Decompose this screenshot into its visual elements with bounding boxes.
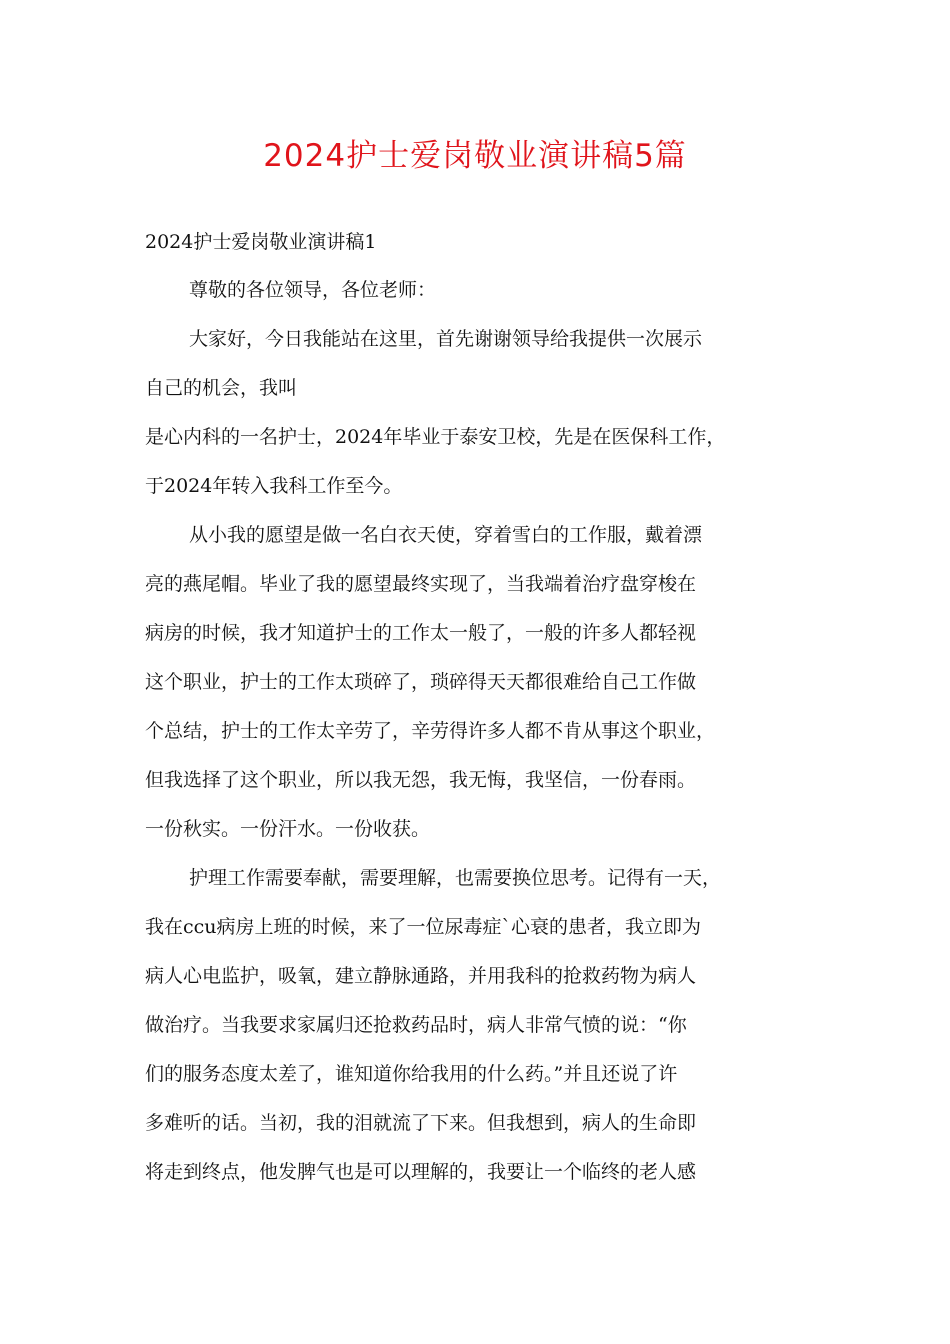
text-line: 是心内科的一名护士，2024年毕业于泰安卫校，先是在医保科工作， (145, 426, 726, 448)
text-line: 护理工作需要奉献，需要理解，也需要换位思考。记得有一天， (189, 867, 722, 889)
text-line: 病人心电监护，吸氧，建立静脉通路，并用我科的抢救药物为病人 (145, 965, 697, 987)
text-line: 多难听的话。当初，我的泪就流了下来。但我想到，病人的生命即 (145, 1112, 697, 1134)
text-line: 一份秋实。一份汗水。一份收获。 (145, 818, 431, 840)
text-line: 们的服务态度太差了，谁知道你给我用的什么药。”并且还说了许 (145, 1063, 678, 1085)
text-line: 将走到终点，他发脾气也是可以理解的，我要让一个临终的老人感 (145, 1161, 697, 1183)
text-line: 从小我的愿望是做一名白衣天使，穿着雪白的工作服，戴着漂 (189, 524, 703, 546)
text-line: 于2024年转入我科工作至今。 (145, 475, 403, 497)
text-line: 病房的时候，我才知道护士的工作太一般了，一般的许多人都轻视 (145, 622, 697, 644)
text-line: 尊敬的各位领导，各位老师： (189, 279, 437, 301)
text-line: 我在ccu病房上班的时候，来了一位尿毒症`心衰的患者，我立即为 (145, 916, 702, 938)
text-line: 做治疗。当我要求家属归还抢救药品时，病人非常气愤的说：“你 (145, 1014, 687, 1036)
text-line: 自己的机会，我叫 (145, 377, 298, 399)
body-text (145, 274, 810, 1205)
text-line: 但我选择了这个职业，所以我无怨，我无悔，我坚信，一份春雨。 (145, 769, 697, 791)
text-line: 亮的燕尾帽。毕业了我的愿望最终实现了，当我端着治疗盘穿梭在 (145, 573, 697, 595)
document-title: 2024护士爱岗敬业演讲稿5篇 (263, 138, 687, 174)
section-heading: 2024护士爱岗敬业演讲稿1 (145, 231, 377, 253)
text-line: 这个职业，护士的工作太琐碎了，琐碎得天天都很难给自己工作做 (145, 671, 697, 693)
text-line: 大家好，今日我能站在这里，首先谢谢领导给我提供一次展示 (189, 328, 703, 350)
text-line: 个总结，护士的工作太辛劳了，辛劳得许多人都不肯从事这个职业， (145, 720, 716, 742)
